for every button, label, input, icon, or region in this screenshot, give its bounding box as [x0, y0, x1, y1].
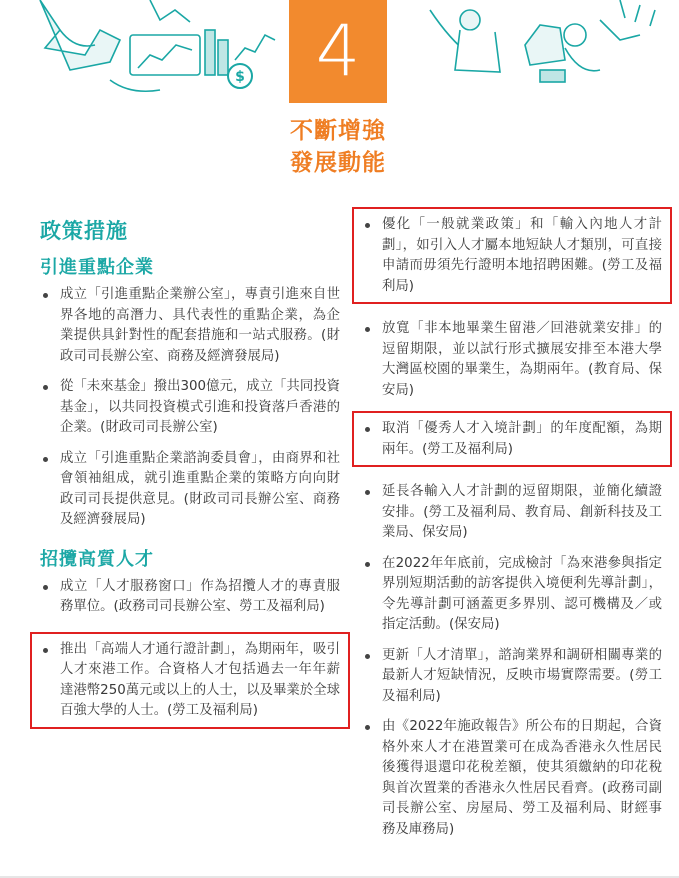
chapter-title — [289, 115, 387, 179]
list-item: 更新「人才清單」，諮詢業界和調研相關專業的最新人才短缺情況，反映市場實際需要。(勞工及福利局) — [362, 646, 662, 708]
chapter-title-line1: 不斷增強 — [290, 118, 386, 144]
chapter-number-box — [289, 0, 387, 103]
list-item-highlighted: 取消「優秀人才入境計劃」的年度配額，為期兩年。(勞工及福利局) — [362, 419, 662, 460]
list-item-highlighted: 推出「高端人才通行證計劃」，為期兩年，吸引人才來港工作。合資格人才包括過去一年年薪達港幣250萬元或以上的人士，以及畢業於全球百強大學的人士。(勞工及福利局) — [40, 640, 340, 722]
list-item: 成立「人才服務窗口」作為招攬人才的專責服務單位。(政務司司長辦公室、勞工及福利局) — [40, 577, 340, 618]
list-item: 從「未來基金」撥出300億元，成立「共同投資基金」，以共同投資模式引進和投資落戶香港的企業。(財政司司長辦公室) — [40, 377, 340, 439]
chapter-number: 4 — [315, 10, 361, 92]
key-enterprises-list — [40, 285, 340, 531]
science-scene-illustration — [430, 0, 655, 82]
list-item: 放寬「非本地畢業生留港／回港就業安排」的逗留期限，並以試行形式擴展安排至本港大學大灣區校園的畢業生，為期兩年。(教育局、保安局) — [362, 319, 662, 401]
right-measures-list — [362, 215, 662, 840]
right-column — [362, 215, 662, 850]
list-item: 成立「引進重點企業諮詢委員會」，由商界和社會領袖組成，就引進重點企業的策略方向向財政司司長提供意見。(財政司司長辦公室、商務及經濟發展局) — [40, 449, 340, 531]
list-item-highlighted: 優化「一般就業政策」和「輸入內地人才計劃」，如引入人才屬本地短缺人才類別，可直接申請而毋須先行證明本地招聘困難。(勞工及福利局) — [362, 215, 662, 297]
list-item: 延長各輸入人才計劃的逗留期限，並簡化續證安排。(勞工及福利局、教育局、創新科技及工業局、保安局) — [362, 482, 662, 544]
left-column — [40, 215, 340, 732]
subsection-title-key-enterprises: 引進重點企業 — [40, 257, 154, 278]
subsection-title-talent: 招攬高質人才 — [40, 548, 154, 570]
list-item: 由《2022年施政報告》所公布的日期起，合資格外來人才在港置業可在成為香港永久性居民後獲得退還印花稅差額，使其須繳納的印花稅與首次置業的香港永久性居民看齊。(政務司副司長辦公室、房屋局、勞工及福利局、財經事務及庫務局) — [362, 717, 662, 840]
section-title: 政策措施 — [40, 219, 128, 243]
svg-text:$: $ — [235, 69, 245, 85]
list-item: 成立「引進重點企業辦公室」，專責引進來自世界各地的高潛力、具代表性的重點企業，為企業提供具針對性的配套措施和一站式服務。(財政司司長辦公室、商務及經濟發展局) — [40, 285, 340, 367]
list-item: 在2022年年底前，完成檢討「為來港參與指定界別短期活動的訪客提供入境便利先導計劃」，令先導計劃可涵蓋更多界別、認可機構及／或指定活動。(保安局) — [362, 554, 662, 636]
chapter-title-line2: 發展動能 — [290, 150, 386, 176]
talent-list — [40, 577, 340, 722]
